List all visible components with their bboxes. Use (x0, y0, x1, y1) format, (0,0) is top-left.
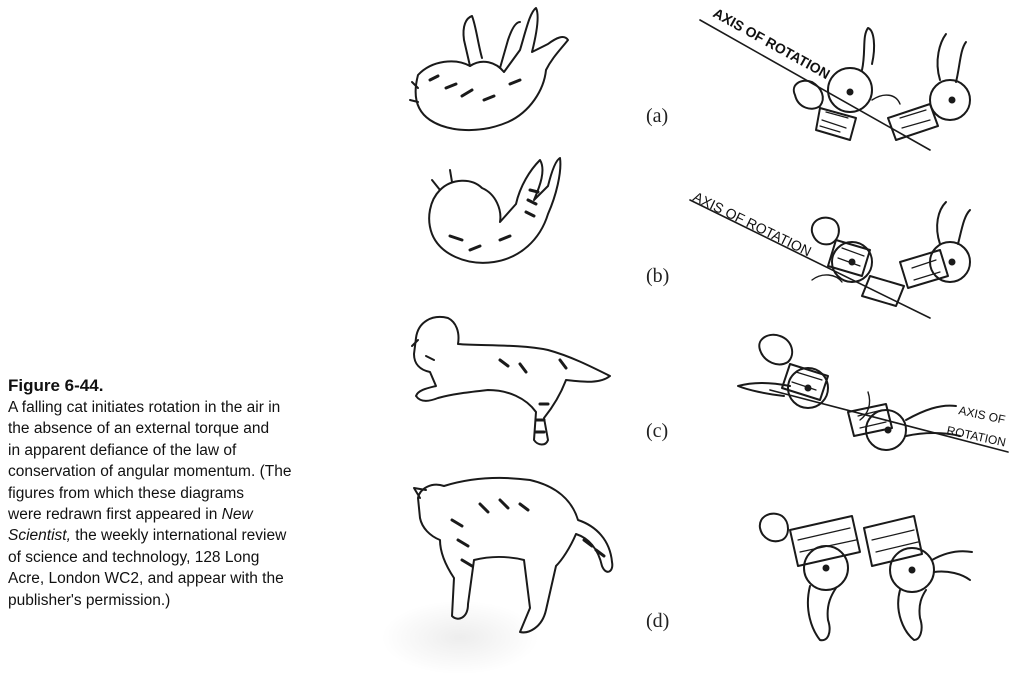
axis-label-c-line1: AXIS OF (957, 403, 1007, 427)
cat-drawing-a (410, 8, 568, 130)
axis-label-c-line2: ROTATION (945, 423, 1008, 450)
caption-line-4: conservation of angular momentum. (The (8, 463, 292, 481)
caption-line-9: Acre, London WC2, and appear with the (8, 570, 284, 588)
caption-title: Figure 6-44. (8, 376, 104, 395)
panel-label-c: (c) (646, 420, 669, 442)
caption-line-1: A falling cat initiates rotation in the air in (8, 399, 281, 416)
panel-label-d: (d) (646, 610, 670, 632)
caption-italic-scientist: Scientist, (8, 527, 71, 545)
caption-line-6 (8, 504, 393, 525)
panel-label-b: (b) (646, 265, 670, 287)
caption-line-7 (8, 525, 393, 546)
caption-line-5: figures from which these diagrams (8, 484, 245, 502)
cat-drawing-d (414, 478, 612, 632)
caption-italic-new: New (221, 506, 253, 524)
caption-line-8: of science and technology, 128 Long (8, 548, 260, 566)
cat-drawing-b (429, 158, 560, 263)
axis-label-a: AXIS OF ROTATION (710, 4, 833, 83)
axis-label-b: AXIS OF ROTATION (690, 188, 814, 260)
rotation-diagram-a (700, 20, 970, 150)
caption-line-10: publisher's permission.) (8, 591, 171, 609)
figure-caption (8, 375, 393, 611)
caption-line-3: in apparent defiance of the law of (8, 441, 237, 459)
cat-drawing-c (412, 317, 610, 445)
caption-line-7-text: the weekly international review (70, 527, 287, 545)
caption-line-2: the absence of an external torque and (8, 420, 270, 438)
rotation-diagram-d (760, 514, 972, 641)
caption-line-6-text: were redrawn first appeared in (8, 506, 222, 524)
panel-label-a: (a) (646, 105, 669, 127)
